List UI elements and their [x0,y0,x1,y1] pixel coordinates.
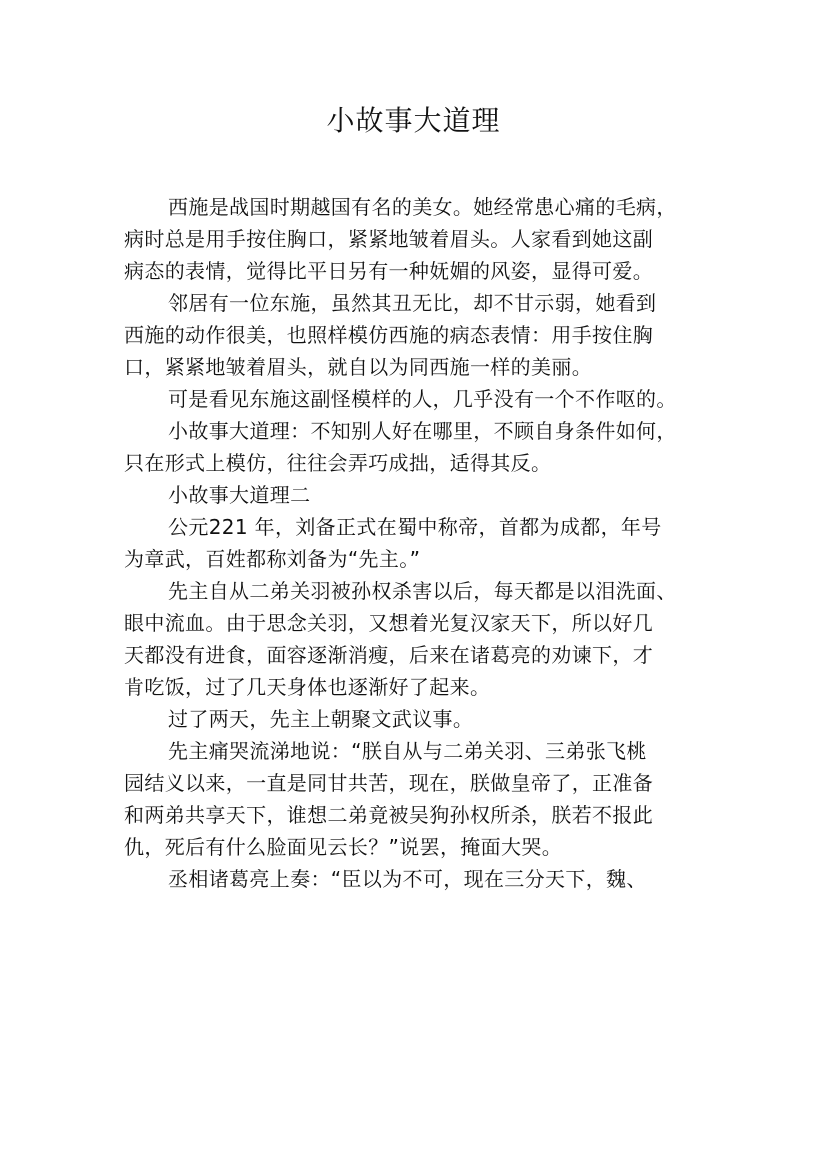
document-body [124,191,714,895]
text-line: 先主痛哭流涕地说：“朕自从与二弟关羽、三弟张飞桃 [168,739,647,763]
text-line: 和两弟共享天下，谁想二弟竟被吴狗孙权所杀，朕若不报此 [124,803,654,827]
text-line: 眼中流血。由于思念关羽，又想着光复汉家天下，所以好几 [124,611,654,635]
text-line: 小故事大道理：不知别人好在哪里，不顾自身条件如何， [168,419,677,443]
text-line: 病时总是用手按住胸口，紧紧地皱着眉头。人家看到她这副 [124,227,654,251]
text-line: 丞相诸葛亮上奏：“臣以为不可，现在三分天下，魏、 [168,867,647,891]
text-line: 先主自从二弟关羽被孙权杀害以后，每天都是以泪洗面、 [168,579,677,603]
text-line: 园结义以来，一直是同甘共苦，现在，朕做皇帝了，正准备 [124,771,654,795]
document-title: 小故事大道理 [326,104,501,137]
text-line: 口，紧紧地皱着眉头，就自以为同西施一样的美丽。 [124,355,593,379]
text-line: 病态的表情，觉得比平日另有一种妩媚的风姿，显得可爱。 [124,259,654,283]
text-line: 过了两天，先主上朝聚文武议事。 [168,707,474,731]
text-line: 公元221 年，刘备正式在蜀中称帝，首都为成都，年号 [168,515,662,539]
text-line: 可是看见东施这副怪模样的人，几乎没有一个不作呕的。 [168,387,677,411]
text-line: 邻居有一位东施，虽然其丑无比，却不甘示弱，她看到 [168,291,657,315]
text-line: 肯吃饭，过了几天身体也逐渐好了起来。 [124,675,491,699]
text-line: 小故事大道理二 [168,483,311,507]
text-line: 天都没有进食，面容逐渐消瘦，后来在诸葛亮的劝谏下，才 [124,643,654,667]
text-line: 仇，死后有什么脸面见云长？”说罢，掩面大哭。 [124,835,563,859]
text-line: 只在形式上模仿，往往会弄巧成拙，适得其反。 [124,451,552,475]
text-line: 为章武，百姓都称刘备为“先主。” [124,547,421,571]
text-line: 西施的动作很美，也照样模仿西施的病态表情：用手按住胸 [124,323,654,347]
text-line: 西施是战国时期越国有名的美女。她经常患心痛的毛病， [168,195,677,219]
